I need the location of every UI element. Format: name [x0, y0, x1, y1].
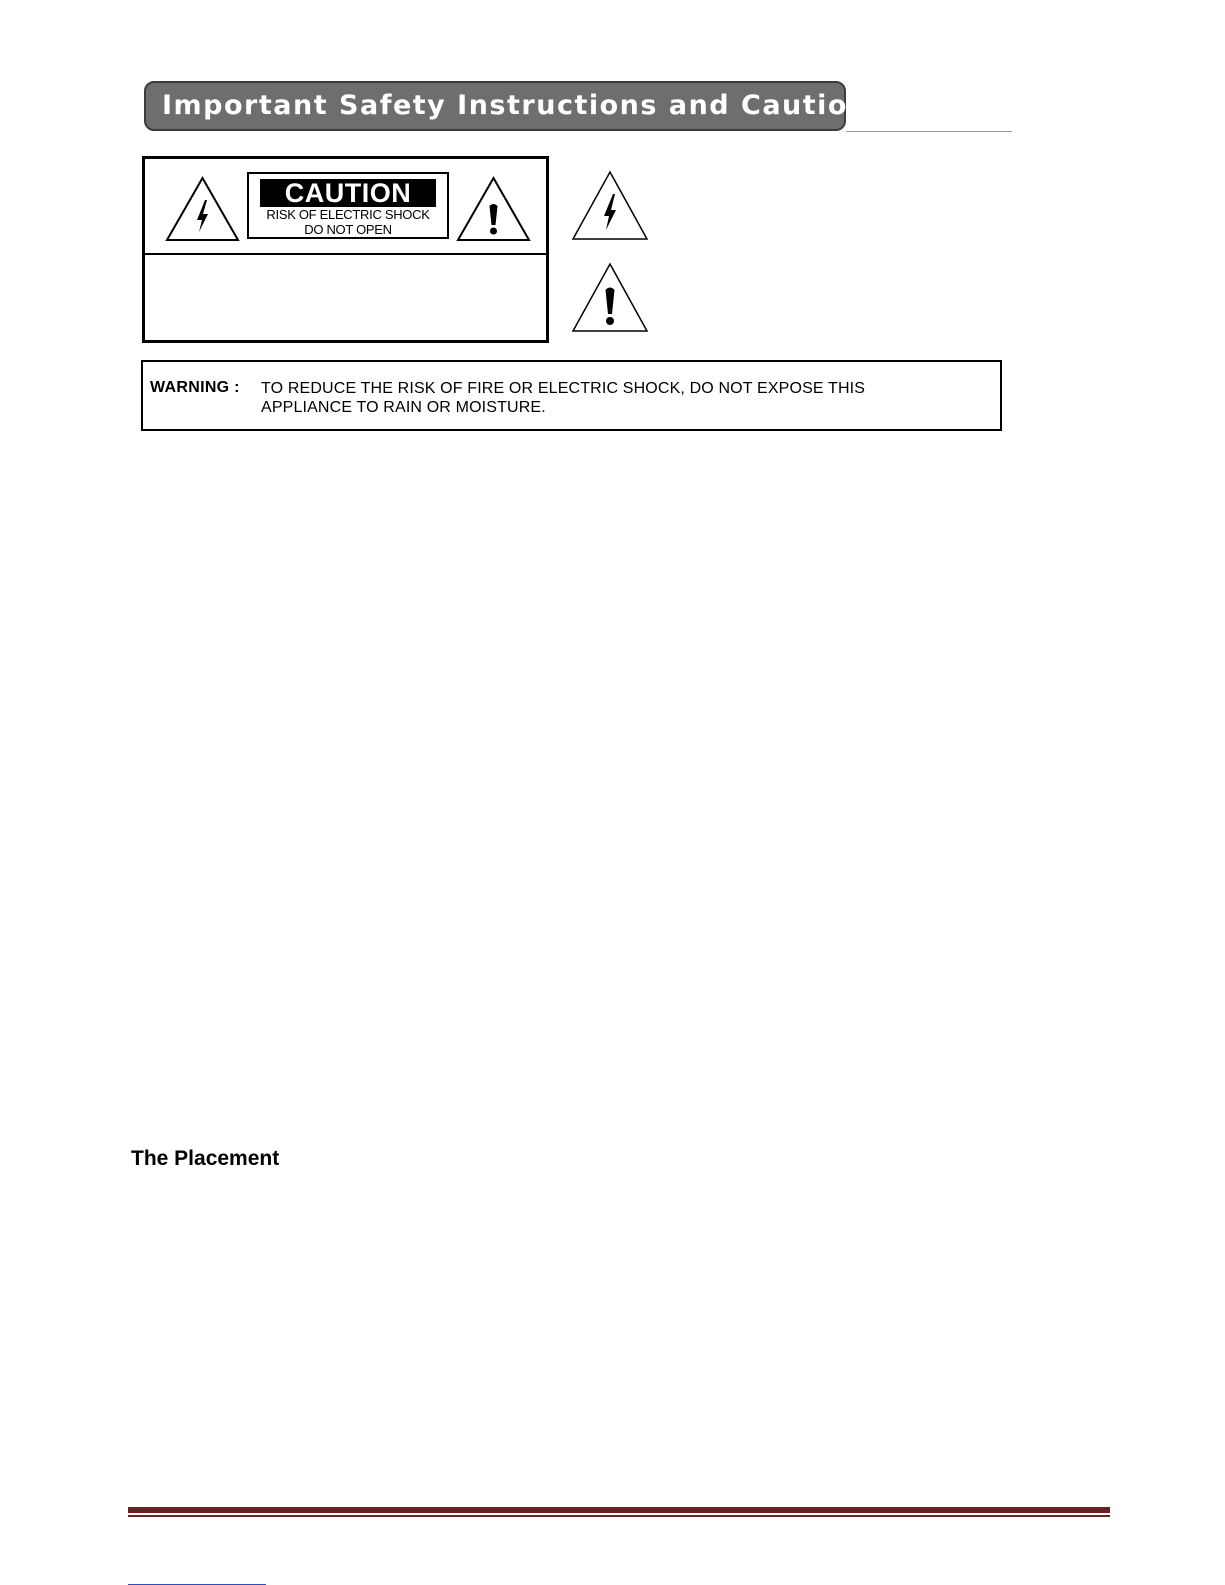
page-title: Important Safety Instructions and Caution [144, 81, 846, 131]
shock-hazard-symbol-icon [571, 170, 649, 241]
caution-panel [142, 156, 549, 343]
warning-box [141, 360, 1002, 431]
footer-rule-thin [128, 1515, 1110, 1517]
warning-line-2: APPLIANCE TO RAIN OR MOISTURE. [261, 399, 546, 416]
title-underline [846, 131, 1012, 132]
warning-text [261, 379, 865, 417]
footer-rule [128, 1507, 1110, 1513]
attention-symbol-icon [571, 262, 649, 333]
caution-line-2: DO NOT OPEN [304, 222, 392, 237]
caution-label [247, 172, 449, 239]
exclamation-triangle-icon [456, 176, 531, 242]
section-heading-placement: The Placement [131, 1147, 280, 1170]
warning-label: WARNING : [150, 379, 240, 396]
caution-heading: CAUTION [260, 179, 436, 207]
caution-panel-divider [145, 253, 546, 255]
lightning-triangle-icon [165, 176, 240, 242]
warning-line-1: TO REDUCE THE RISK OF FIRE OR ELECTRIC SHOCK, DO NOT EXPOSE THIS [261, 380, 866, 397]
caution-line-1: RISK OF ELECTRIC SHOCK [266, 207, 430, 222]
